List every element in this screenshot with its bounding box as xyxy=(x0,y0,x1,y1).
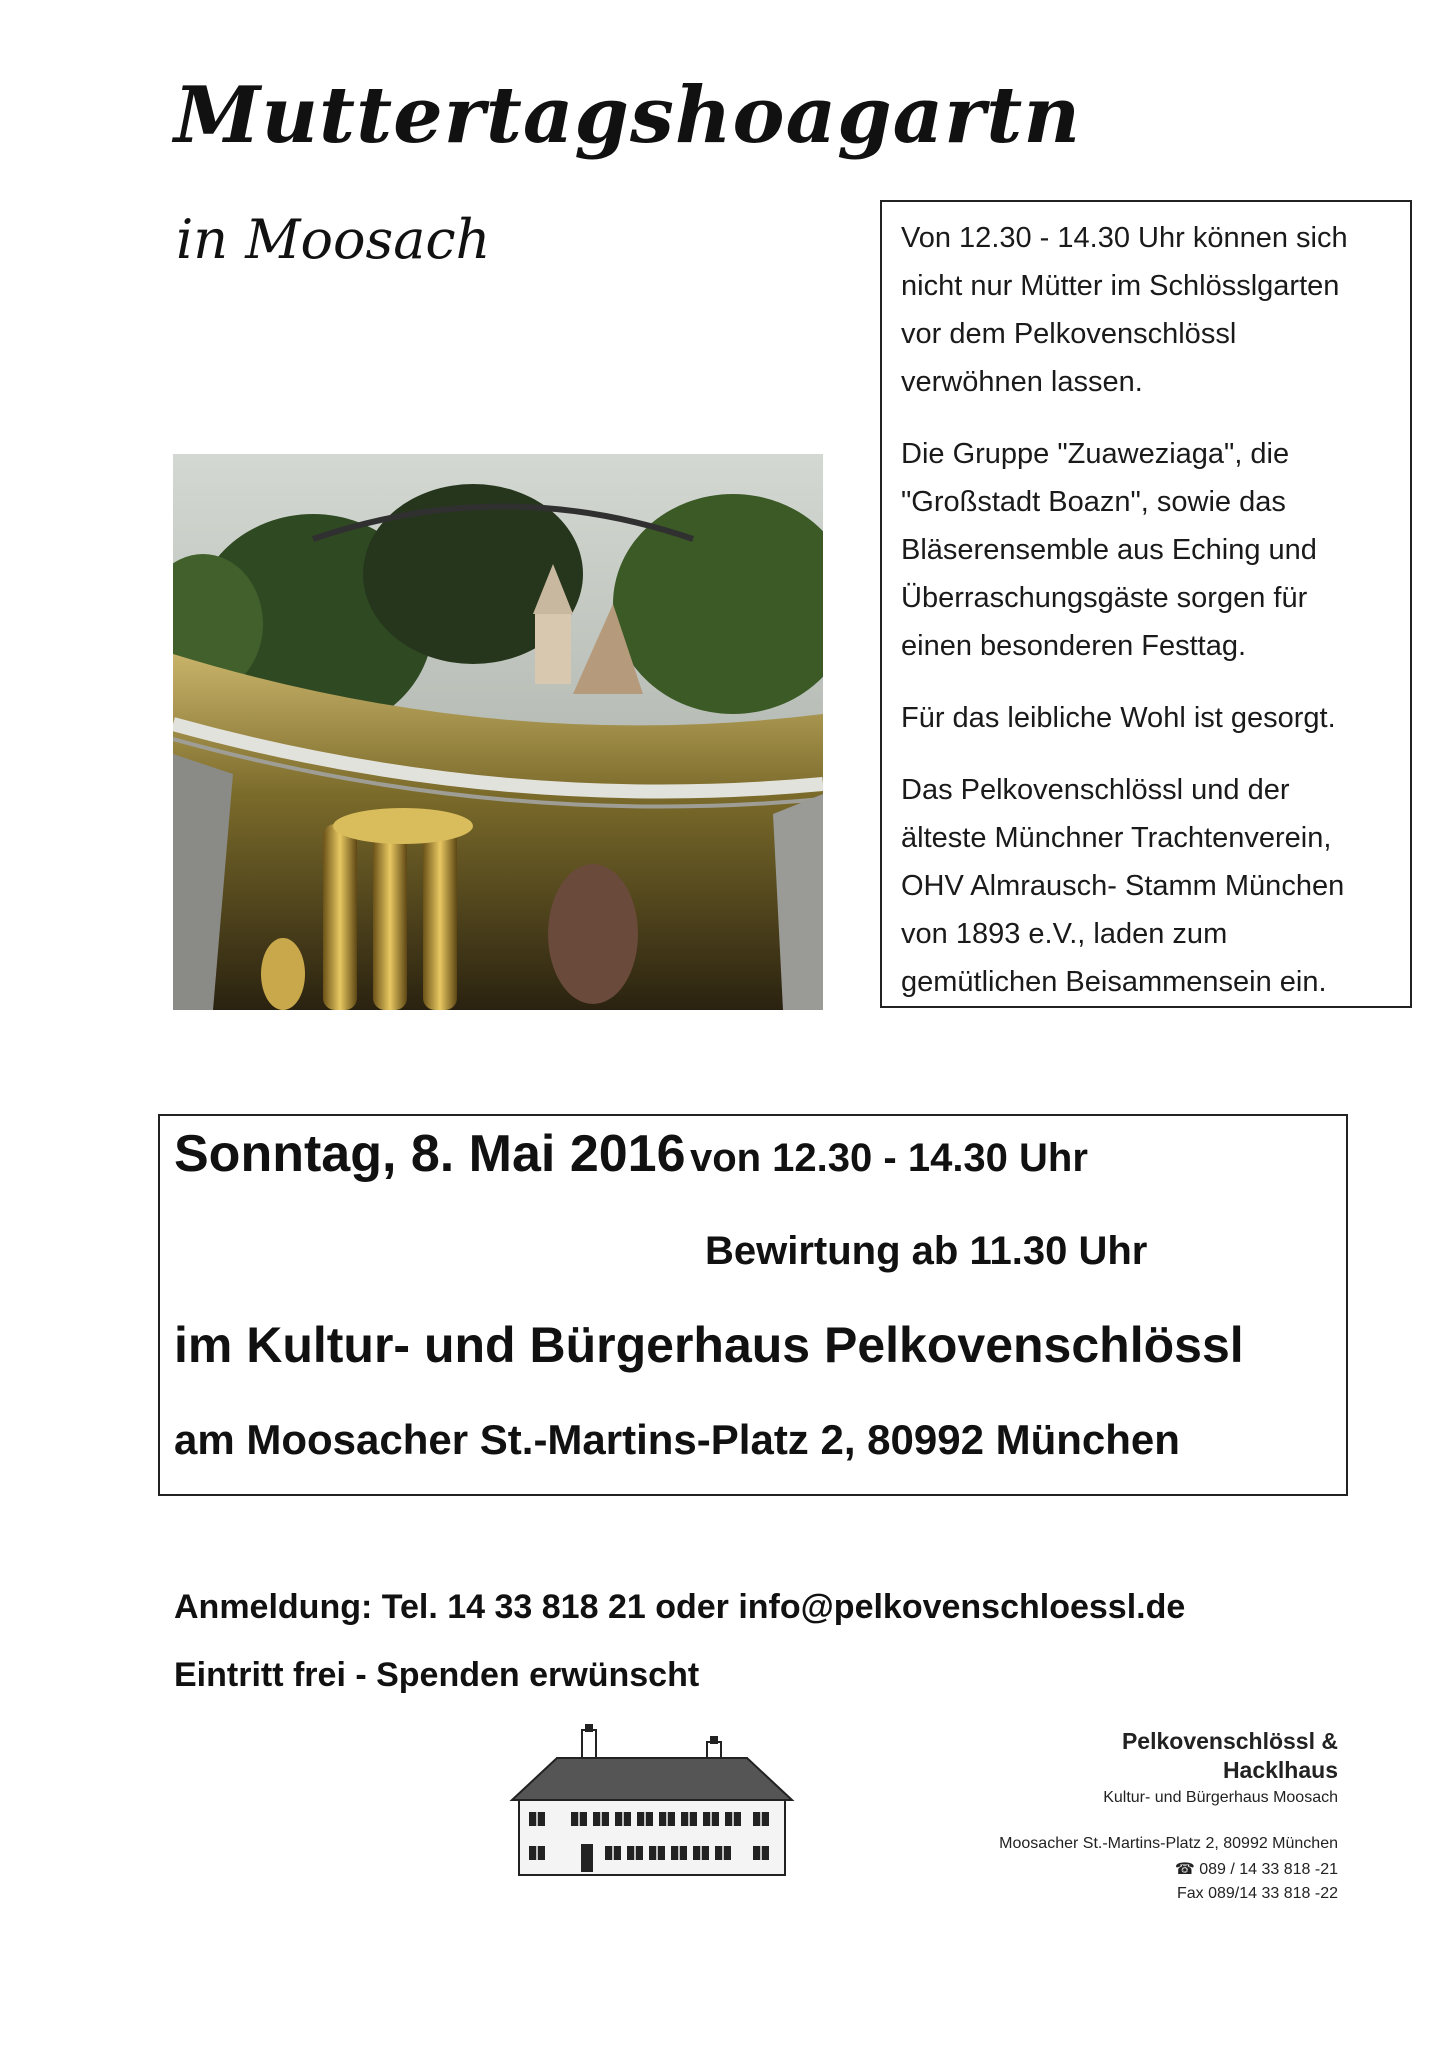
info-paragraph-1: Von 12.30 - 14.30 Uhr können sich nicht nur Mütter im Schlösslgarten vor dem Pelkovenschlössl verwöhnen lassen. xyxy=(901,222,1348,398)
organizer-fax: Fax 089/14 33 818 -22 xyxy=(1176,1885,1338,1902)
info-paragraph-3: Für das leibliche Wohl ist gesorgt. xyxy=(901,702,1336,734)
event-service-time: Bewirtung ab 11.30 Uhr xyxy=(705,1229,1148,1273)
organizer-address: Moosacher St.-Martins-Platz 2, 80992 München xyxy=(999,1835,1338,1852)
poster-subtitle: in Moosach xyxy=(176,208,491,271)
info-paragraph-4: Das Pelkovenschlössl und der älteste Münchner Trachtenverein, OHV Almrausch- Stamm München von 1893 e.V., laden zum gemütlichen Beisammensein ein. xyxy=(901,774,1345,998)
building-icon xyxy=(507,1720,797,1880)
event-address: am Moosacher St.-Martins-Platz 2, 80992 München xyxy=(174,1416,1180,1463)
telephone-icon: ☎ xyxy=(1174,1861,1195,1878)
organizer-subtitle: Kultur- und Bürgerhaus Moosach xyxy=(1103,1789,1338,1806)
organizer-block xyxy=(999,1727,1338,1903)
info-box xyxy=(880,200,1412,1008)
poster-title: Muttertagshoagartn xyxy=(174,70,1082,161)
event-time: von 12.30 - 14.30 Uhr xyxy=(689,1136,1088,1180)
registration-info: Anmeldung: Tel. 14 33 818 21 oder info@pelkovenschloessl.de xyxy=(174,1588,1186,1626)
organizer-phone-line xyxy=(999,1859,1338,1879)
admission-info: Eintritt frei - Spenden erwünscht xyxy=(174,1656,700,1694)
tuba-photo xyxy=(173,454,823,1010)
event-date-line xyxy=(174,1124,1088,1184)
info-paragraph-2: Die Gruppe "Zuaweziaga", die "Großstadt Boazn", sowie das Bläserensemble aus Eching und Überraschungsgäste sorgen für einen besonderen Festtag. xyxy=(901,438,1317,662)
event-date: Sonntag, 8. Mai 2016 xyxy=(174,1125,686,1183)
building-logo xyxy=(507,1720,797,1880)
organizer-phone: 089 / 14 33 818 -21 xyxy=(1199,1861,1338,1878)
event-box xyxy=(158,1114,1348,1496)
event-venue: im Kultur- und Bürgerhaus Pelkovenschlössl xyxy=(174,1317,1244,1373)
organizer-name: Pelkovenschlössl & Hacklhaus xyxy=(1121,1728,1338,1783)
tuba-reflection-image xyxy=(173,454,823,1010)
